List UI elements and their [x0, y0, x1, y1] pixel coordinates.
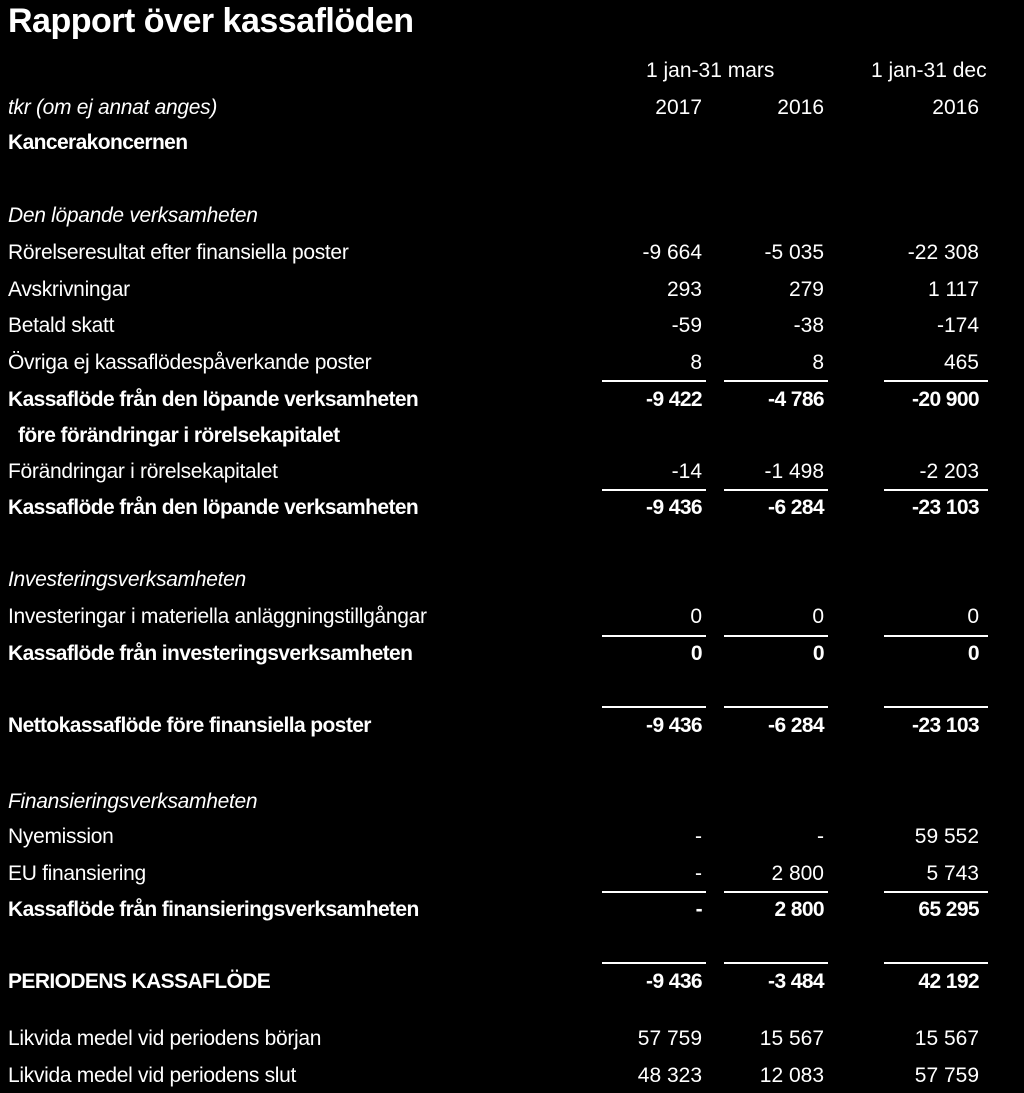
subtotal-rule: [884, 380, 988, 382]
subtotal-rule: [724, 380, 828, 382]
row-label: Betald skatt: [8, 314, 115, 337]
row-label: Nyemission: [8, 825, 114, 848]
value-year-2016: -2 203: [919, 460, 979, 483]
year-2016-q1: 2016: [777, 96, 824, 119]
value-year-2016: 0: [967, 605, 979, 628]
group-label: Kancerakoncernen: [8, 131, 188, 154]
value-year-2016: 57 759: [914, 1064, 979, 1087]
value-q1-2016: -6 284: [768, 714, 824, 737]
row-label: Förändringar i rörelsekapitalet: [8, 460, 278, 483]
subtotal-rule: [884, 962, 988, 964]
value-year-2016: -20 900: [911, 388, 979, 411]
unit-label: tkr (om ej annat anges): [8, 96, 218, 119]
value-year-2016: 465: [943, 351, 979, 374]
subtotal-row: [0, 383, 1024, 417]
subtotal-rule: [724, 706, 828, 708]
value-year-2016: -23 103: [911, 714, 979, 737]
table-row: [0, 236, 1024, 270]
value-year-2016: -22 308: [907, 241, 979, 264]
section-label: Finansieringsverksamheten: [8, 790, 258, 813]
value-q1-2017: -14: [671, 460, 702, 483]
row-label: Övriga ej kassaflödespåverkande poster: [8, 351, 372, 374]
value-q1-2016: -4 786: [768, 388, 824, 411]
group-row: [0, 126, 1024, 160]
value-q1-2017: -9 436: [646, 970, 702, 993]
subtotal-row-continued: [0, 419, 1024, 453]
subtotal-rule: [884, 706, 988, 708]
period-full-header: 1 jan-31 dec: [871, 59, 987, 82]
value-q1-2017: -9 422: [646, 388, 702, 411]
value-q1-2017: 57 759: [637, 1027, 702, 1050]
row-label: före förändringar i rörelsekapitalet: [18, 424, 340, 447]
value-q1-2017: 0: [690, 605, 702, 628]
table-row: [0, 309, 1024, 343]
value-q1-2017: 48 323: [637, 1064, 702, 1087]
value-q1-2017: -: [695, 862, 702, 885]
row-label: EU finansiering: [8, 862, 146, 885]
value-q1-2017: 0: [690, 642, 702, 665]
row-label: Kassaflöde från den löpande verksamheten: [8, 496, 419, 519]
value-year-2016: 0: [967, 642, 979, 665]
row-label: Kassaflöde från investeringsverksamheten: [8, 642, 413, 665]
subtotal-row: [0, 893, 1024, 927]
row-label: Rörelseresultat efter finansiella poster: [8, 241, 349, 264]
value-q1-2016: -1 498: [764, 460, 824, 483]
period-cashflow-row: [0, 965, 1024, 999]
table-row: [0, 600, 1024, 634]
value-q1-2016: 2 800: [774, 898, 824, 921]
section-operating: [0, 199, 1024, 233]
period-header-row: [0, 54, 1024, 88]
value-q1-2016: -3 484: [768, 970, 824, 993]
section-label: Den löpande verksamheten: [8, 204, 258, 227]
value-q1-2016: 2 800: [771, 862, 824, 885]
value-q1-2016: -6 284: [768, 496, 824, 519]
value-q1-2017: -9 664: [642, 241, 702, 264]
section-financing: [0, 785, 1024, 819]
section-label: Investeringsverksamheten: [8, 568, 246, 591]
table-row: [0, 857, 1024, 891]
row-label: Investeringar i materiella anläggningstillgångar: [8, 605, 427, 628]
value-q1-2017: 293: [666, 278, 702, 301]
value-q1-2016: -: [817, 825, 824, 848]
value-q1-2016: -5 035: [764, 241, 824, 264]
value-year-2016: 15 567: [914, 1027, 979, 1050]
value-year-2016: 59 552: [914, 825, 979, 848]
value-year-2016: -23 103: [911, 496, 979, 519]
value-year-2016: 1 117: [928, 278, 979, 301]
row-label: Kassaflöde från den löpande verksamheten: [8, 388, 419, 411]
net-cashflow-row: [0, 709, 1024, 743]
period-q1-header: 1 jan-31 mars: [646, 59, 775, 82]
value-q1-2016: 0: [812, 642, 824, 665]
year-2016-full: 2016: [932, 96, 979, 119]
value-q1-2016: 15 567: [759, 1027, 824, 1050]
subtotal-row: [0, 637, 1024, 671]
subtotal-row: [0, 491, 1024, 525]
report-title: Rapport över kassaflöden: [8, 2, 414, 40]
row-label: Likvida medel vid periodens slut: [8, 1064, 297, 1087]
subtotal-rule: [602, 962, 706, 964]
value-year-2016: -174: [936, 314, 979, 337]
value-q1-2017: -: [695, 898, 702, 921]
table-row: [0, 820, 1024, 854]
table-row: [0, 455, 1024, 489]
row-label: Nettokassaflöde före finansiella poster: [8, 714, 371, 737]
value-q1-2016: 0: [812, 605, 824, 628]
value-year-2016: 42 192: [918, 970, 979, 993]
table-row: [0, 273, 1024, 307]
row-label: Avskrivningar: [8, 278, 130, 301]
year-2017: 2017: [655, 96, 702, 119]
value-q1-2017: 8: [690, 351, 702, 374]
table-row: [0, 1059, 1024, 1093]
section-investing: [0, 563, 1024, 597]
value-year-2016: 65 295: [918, 898, 979, 921]
value-q1-2017: -: [695, 825, 702, 848]
value-q1-2017: -9 436: [646, 714, 702, 737]
table-row: [0, 1022, 1024, 1056]
row-label: PERIODENS KASSAFLÖDE: [8, 970, 271, 993]
subtotal-rule: [724, 962, 828, 964]
subtotal-rule: [602, 706, 706, 708]
value-q1-2016: 279: [788, 278, 824, 301]
value-year-2016: 5 743: [926, 862, 979, 885]
value-q1-2016: 12 083: [759, 1064, 824, 1087]
table-row: [0, 346, 1024, 380]
subtotal-rule: [602, 380, 706, 382]
row-label: Kassaflöde från finansieringsverksamheten: [8, 898, 419, 921]
value-q1-2016: -38: [793, 314, 824, 337]
year-header-row: [0, 91, 1024, 125]
value-q1-2017: -59: [671, 314, 702, 337]
row-label: Likvida medel vid periodens början: [8, 1027, 322, 1050]
value-q1-2017: -9 436: [646, 496, 702, 519]
value-q1-2016: 8: [812, 351, 824, 374]
